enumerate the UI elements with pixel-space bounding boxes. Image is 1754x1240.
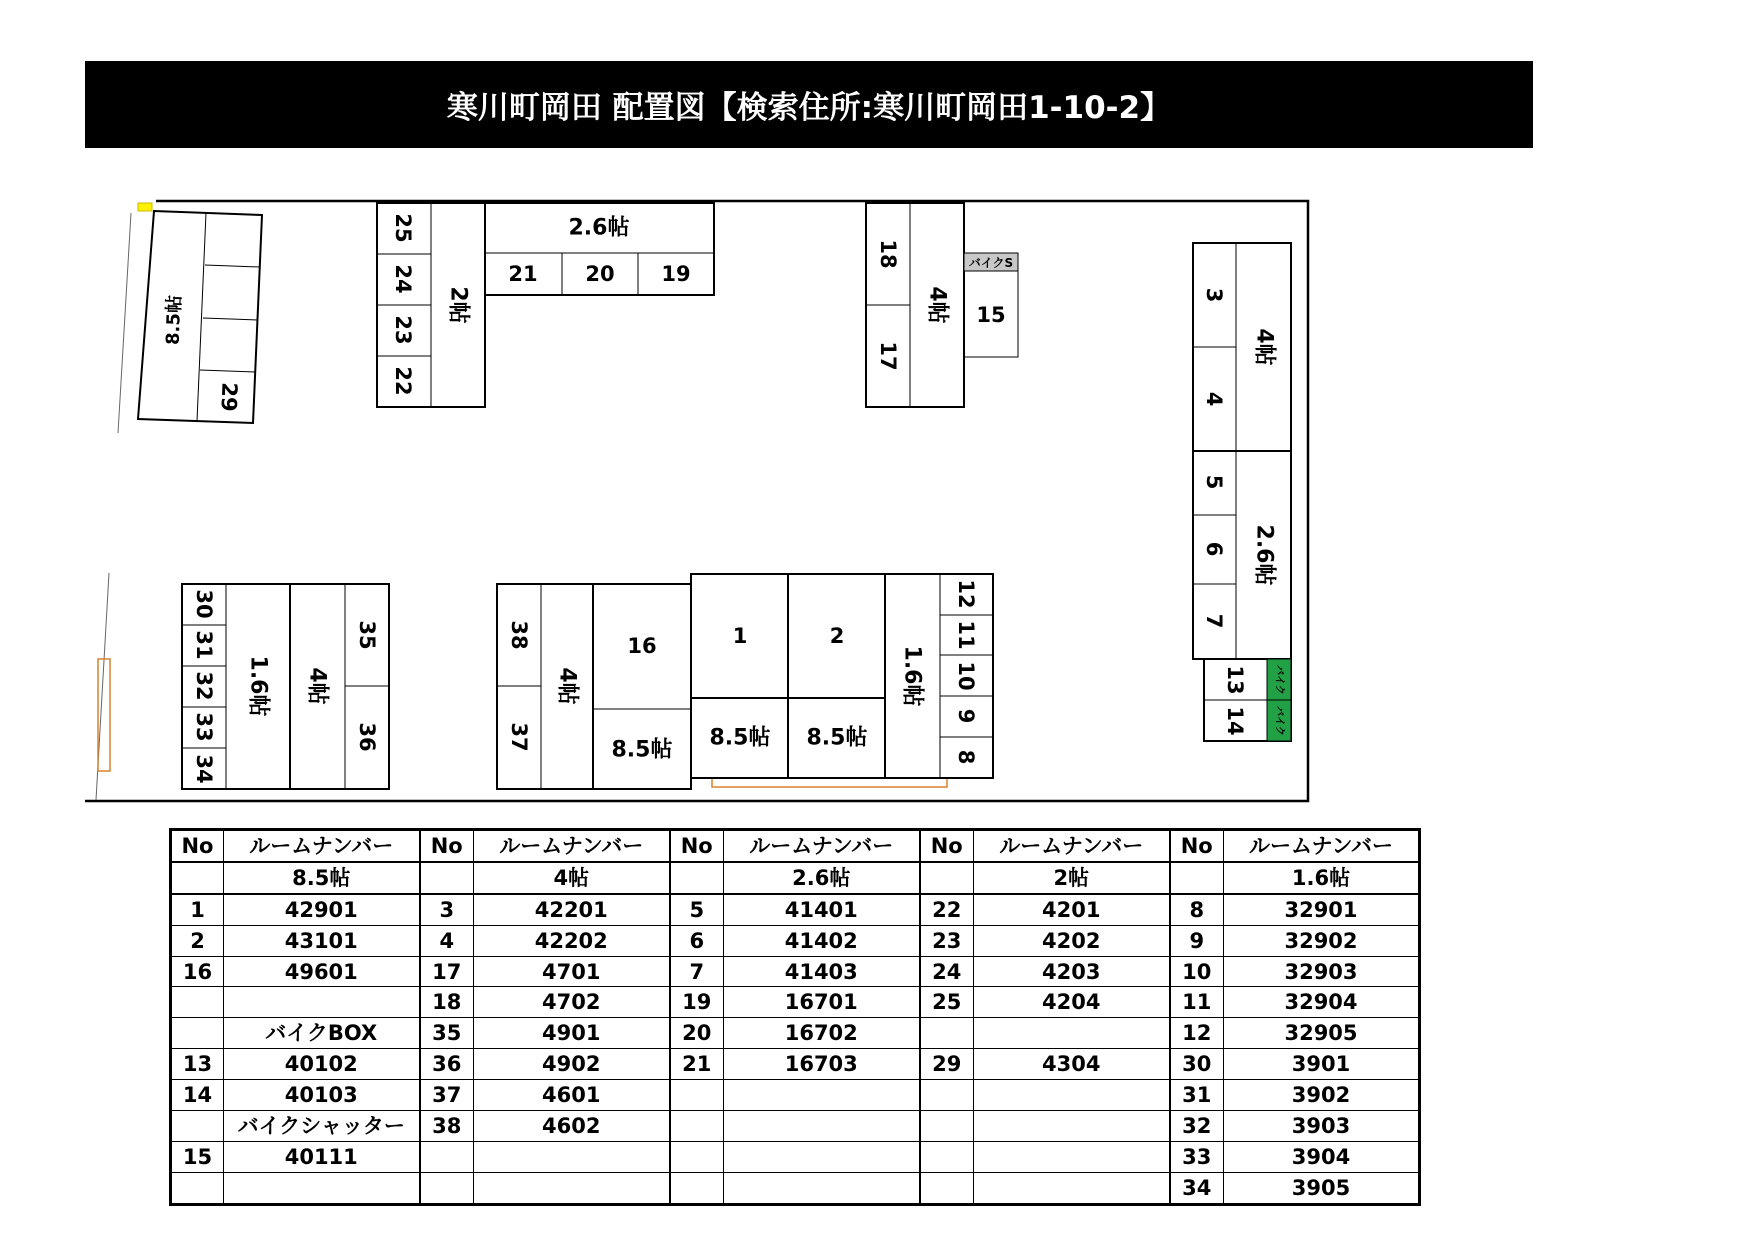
table-cell: 20 <box>670 1018 724 1049</box>
unit-34: 34 <box>192 754 216 784</box>
room-number-table <box>169 828 1421 1206</box>
table-cell <box>420 862 474 894</box>
table-cell <box>171 1018 224 1049</box>
table-cell: 40103 <box>224 1080 420 1111</box>
table-cell <box>920 1172 974 1204</box>
table-cell: 23 <box>920 925 974 956</box>
table-cell: 3902 <box>1224 1080 1420 1111</box>
table-cell: 32905 <box>1224 1018 1420 1049</box>
table-cell: 3903 <box>1224 1111 1420 1142</box>
table-cell: 13 <box>171 1049 224 1080</box>
unit-7: 7 <box>1202 613 1226 629</box>
table-cell <box>171 987 224 1018</box>
table-cell: 4202 <box>974 925 1170 956</box>
shutter-marker <box>712 778 947 787</box>
table-cell: 37 <box>420 1080 474 1111</box>
unit-11: 11 <box>954 620 978 650</box>
table-cell: 42901 <box>224 894 420 925</box>
size-label: 8.5帖 <box>611 737 673 763</box>
table-cell <box>670 1141 724 1172</box>
table-row <box>171 1049 1420 1080</box>
block-bottom-middle <box>497 584 691 789</box>
unit-12: 12 <box>954 579 978 609</box>
table-cell: 3901 <box>1224 1049 1420 1080</box>
table-row <box>171 1141 1420 1172</box>
table-size-row <box>171 862 1420 894</box>
table-cell: 32902 <box>1224 925 1420 956</box>
table-cell <box>920 1111 974 1142</box>
table-row <box>171 925 1420 956</box>
table-cell: 4204 <box>974 987 1170 1018</box>
size-label: 4帖 <box>1251 328 1277 366</box>
table-cell: 16 <box>171 956 224 987</box>
table-row <box>171 956 1420 987</box>
table-cell: 8.5帖 <box>224 862 420 894</box>
table-cell: 14 <box>171 1080 224 1111</box>
table-cell: 32903 <box>1224 956 1420 987</box>
table-cell <box>724 1141 920 1172</box>
table-cell <box>974 1172 1170 1204</box>
unit-33: 33 <box>192 712 216 742</box>
table-cell <box>920 862 974 894</box>
unit-38: 38 <box>507 620 531 650</box>
unit-9: 9 <box>954 708 978 724</box>
unit-21: 21 <box>508 262 538 286</box>
size-label: 8.5帖 <box>709 725 771 751</box>
size-label: 4帖 <box>554 667 580 705</box>
table-cell <box>224 987 420 1018</box>
table-cell <box>1170 862 1224 894</box>
table-cell: ルームナンバー <box>1224 830 1420 862</box>
table-cell: 6 <box>670 925 724 956</box>
table-cell: 30 <box>1170 1049 1224 1080</box>
table-cell: 40111 <box>224 1141 420 1172</box>
unit-22: 22 <box>391 366 415 396</box>
unit-4: 4 <box>1202 391 1226 407</box>
unit-37: 37 <box>507 722 531 752</box>
unit-29: 29 <box>216 381 242 413</box>
table-cell <box>420 1141 474 1172</box>
table-cell <box>171 1111 224 1142</box>
table-cell: 49601 <box>224 956 420 987</box>
block-bottom-left <box>98 584 389 789</box>
size-label: 1.6帖 <box>899 645 925 707</box>
table-cell: ルームナンバー <box>974 830 1170 862</box>
unit-31: 31 <box>192 630 216 660</box>
table-cell: 1 <box>171 894 224 925</box>
unit-13: 13 <box>1223 665 1247 695</box>
unit-10: 10 <box>954 661 978 691</box>
table-cell <box>420 1172 474 1204</box>
table-cell: 16701 <box>724 987 920 1018</box>
table-cell <box>474 1141 670 1172</box>
table-cell: 12 <box>1170 1018 1224 1049</box>
bike-label: バイク <box>1273 665 1285 695</box>
table-cell: 32904 <box>1224 987 1420 1018</box>
unit-19: 19 <box>661 262 691 286</box>
table-cell: 5 <box>670 894 724 925</box>
table-cell: 15 <box>171 1141 224 1172</box>
unit-20: 20 <box>585 262 615 286</box>
table-cell: 25 <box>920 987 974 1018</box>
table-cell: 16703 <box>724 1049 920 1080</box>
size-label: 4帖 <box>304 667 330 705</box>
table-cell: 4201 <box>974 894 1170 925</box>
table-cell: 4901 <box>474 1018 670 1049</box>
table-cell: 4701 <box>474 956 670 987</box>
table-cell: 4304 <box>974 1049 1170 1080</box>
table-cell: 21 <box>670 1049 724 1080</box>
table-row <box>171 987 1420 1018</box>
marker-yellow <box>138 203 152 211</box>
table-cell: 16702 <box>724 1018 920 1049</box>
unit-36: 36 <box>355 722 379 752</box>
bike-s-label: バイクS <box>968 256 1014 270</box>
table-cell <box>920 1141 974 1172</box>
table-cell: 43101 <box>224 925 420 956</box>
table-header-row <box>171 830 1420 862</box>
table-cell: 29 <box>920 1049 974 1080</box>
size-label: 1.6帖 <box>245 655 271 717</box>
room-number-table-body <box>171 830 1420 1205</box>
table-cell <box>724 1080 920 1111</box>
unit-5: 5 <box>1202 474 1226 490</box>
table-row <box>171 1018 1420 1049</box>
table-cell <box>670 1111 724 1142</box>
shutter-marker <box>98 659 110 771</box>
unit-18: 18 <box>876 239 900 269</box>
table-cell: 4 <box>420 925 474 956</box>
table-cell: 41403 <box>724 956 920 987</box>
table-cell: 40102 <box>224 1049 420 1080</box>
size-label: 2.6帖 <box>1251 524 1277 586</box>
table-row <box>171 1080 1420 1111</box>
table-cell: No <box>670 830 724 862</box>
unit-3: 3 <box>1202 287 1226 303</box>
unit-16: 16 <box>627 634 657 658</box>
unit-8: 8 <box>954 749 978 765</box>
table-cell <box>974 1111 1170 1142</box>
size-label: 2帖 <box>445 286 471 324</box>
unit-17: 17 <box>876 341 900 371</box>
table-cell: 11 <box>1170 987 1224 1018</box>
table-cell: ルームナンバー <box>224 830 420 862</box>
table-cell <box>974 1080 1170 1111</box>
table-row <box>171 1111 1420 1142</box>
size-label: 2.6帖 <box>568 215 630 241</box>
block-top-26 <box>485 203 714 295</box>
size-label: 4帖 <box>924 286 950 324</box>
table-cell: 8 <box>1170 894 1224 925</box>
table-cell: 4602 <box>474 1111 670 1142</box>
table-row <box>171 1172 1420 1204</box>
block-right-4 <box>1193 243 1291 451</box>
size-label: 8.5帖 <box>162 294 186 346</box>
table-cell: No <box>1170 830 1224 862</box>
table-cell <box>974 1018 1170 1049</box>
table-cell <box>920 1080 974 1111</box>
table-cell: 22 <box>920 894 974 925</box>
unit-15: 15 <box>976 303 1006 327</box>
block-bike-box <box>1204 659 1291 741</box>
table-cell <box>920 1018 974 1049</box>
unit-25: 25 <box>391 213 415 243</box>
table-cell: No <box>171 830 224 862</box>
table-cell <box>171 1172 224 1204</box>
table-cell: 9 <box>1170 925 1224 956</box>
table-cell: 42201 <box>474 894 670 925</box>
table-cell <box>670 1080 724 1111</box>
table-cell <box>670 862 724 894</box>
block-top-left-85 <box>138 203 262 423</box>
table-row <box>171 894 1420 925</box>
table-cell: 24 <box>920 956 974 987</box>
block-bottom-right <box>691 574 993 787</box>
table-cell: 4601 <box>474 1080 670 1111</box>
unit-30: 30 <box>192 589 216 619</box>
table-cell: 3 <box>420 894 474 925</box>
block-mid-4 <box>866 203 1018 407</box>
table-cell: 35 <box>420 1018 474 1049</box>
table-cell: 32901 <box>1224 894 1420 925</box>
table-cell: 4203 <box>974 956 1170 987</box>
table-cell: ルームナンバー <box>474 830 670 862</box>
unit-24: 24 <box>391 264 415 294</box>
block-right-26 <box>1193 451 1291 659</box>
page-title: 寒川町岡田 配置図【検索住所:寒川町岡田1-10-2】 <box>85 61 1533 148</box>
table-cell <box>724 1111 920 1142</box>
table-cell: ルームナンバー <box>724 830 920 862</box>
block-2jo <box>377 203 485 407</box>
unit-35: 35 <box>355 620 379 650</box>
table-cell: 10 <box>1170 956 1224 987</box>
table-cell <box>474 1172 670 1204</box>
unit-32: 32 <box>192 671 216 701</box>
table-cell: 19 <box>670 987 724 1018</box>
table-cell: 34 <box>1170 1172 1224 1204</box>
unit-23: 23 <box>391 315 415 345</box>
table-cell: 2.6帖 <box>724 862 920 894</box>
table-cell: 4702 <box>474 987 670 1018</box>
table-cell: 32 <box>1170 1111 1224 1142</box>
table-cell: 41402 <box>724 925 920 956</box>
table-cell: 36 <box>420 1049 474 1080</box>
table-cell <box>224 1172 420 1204</box>
table-cell: 7 <box>670 956 724 987</box>
bike-label: バイク <box>1273 706 1285 736</box>
unit-14: 14 <box>1223 706 1247 736</box>
table-cell: 4902 <box>474 1049 670 1080</box>
table-cell <box>171 862 224 894</box>
table-cell <box>724 1172 920 1204</box>
table-cell <box>974 1141 1170 1172</box>
table-cell: 3904 <box>1224 1141 1420 1172</box>
table-cell: 2帖 <box>974 862 1170 894</box>
table-cell: 2 <box>171 925 224 956</box>
table-cell: バイクBOX <box>224 1018 420 1049</box>
unit-1: 1 <box>732 624 748 648</box>
table-cell: 18 <box>420 987 474 1018</box>
table-cell: 31 <box>1170 1080 1224 1111</box>
table-cell: 41401 <box>724 894 920 925</box>
table-cell: バイクシャッター <box>224 1111 420 1142</box>
unit-2: 2 <box>829 624 845 648</box>
table-cell: No <box>920 830 974 862</box>
table-cell: No <box>420 830 474 862</box>
table-cell: 1.6帖 <box>1224 862 1420 894</box>
table-cell: 4帖 <box>474 862 670 894</box>
table-cell: 17 <box>420 956 474 987</box>
table-cell: 3905 <box>1224 1172 1420 1204</box>
table-cell: 33 <box>1170 1141 1224 1172</box>
unit-6: 6 <box>1202 541 1226 557</box>
table-cell <box>670 1172 724 1204</box>
table-cell: 38 <box>420 1111 474 1142</box>
table-cell: 42202 <box>474 925 670 956</box>
size-label: 8.5帖 <box>806 725 868 751</box>
